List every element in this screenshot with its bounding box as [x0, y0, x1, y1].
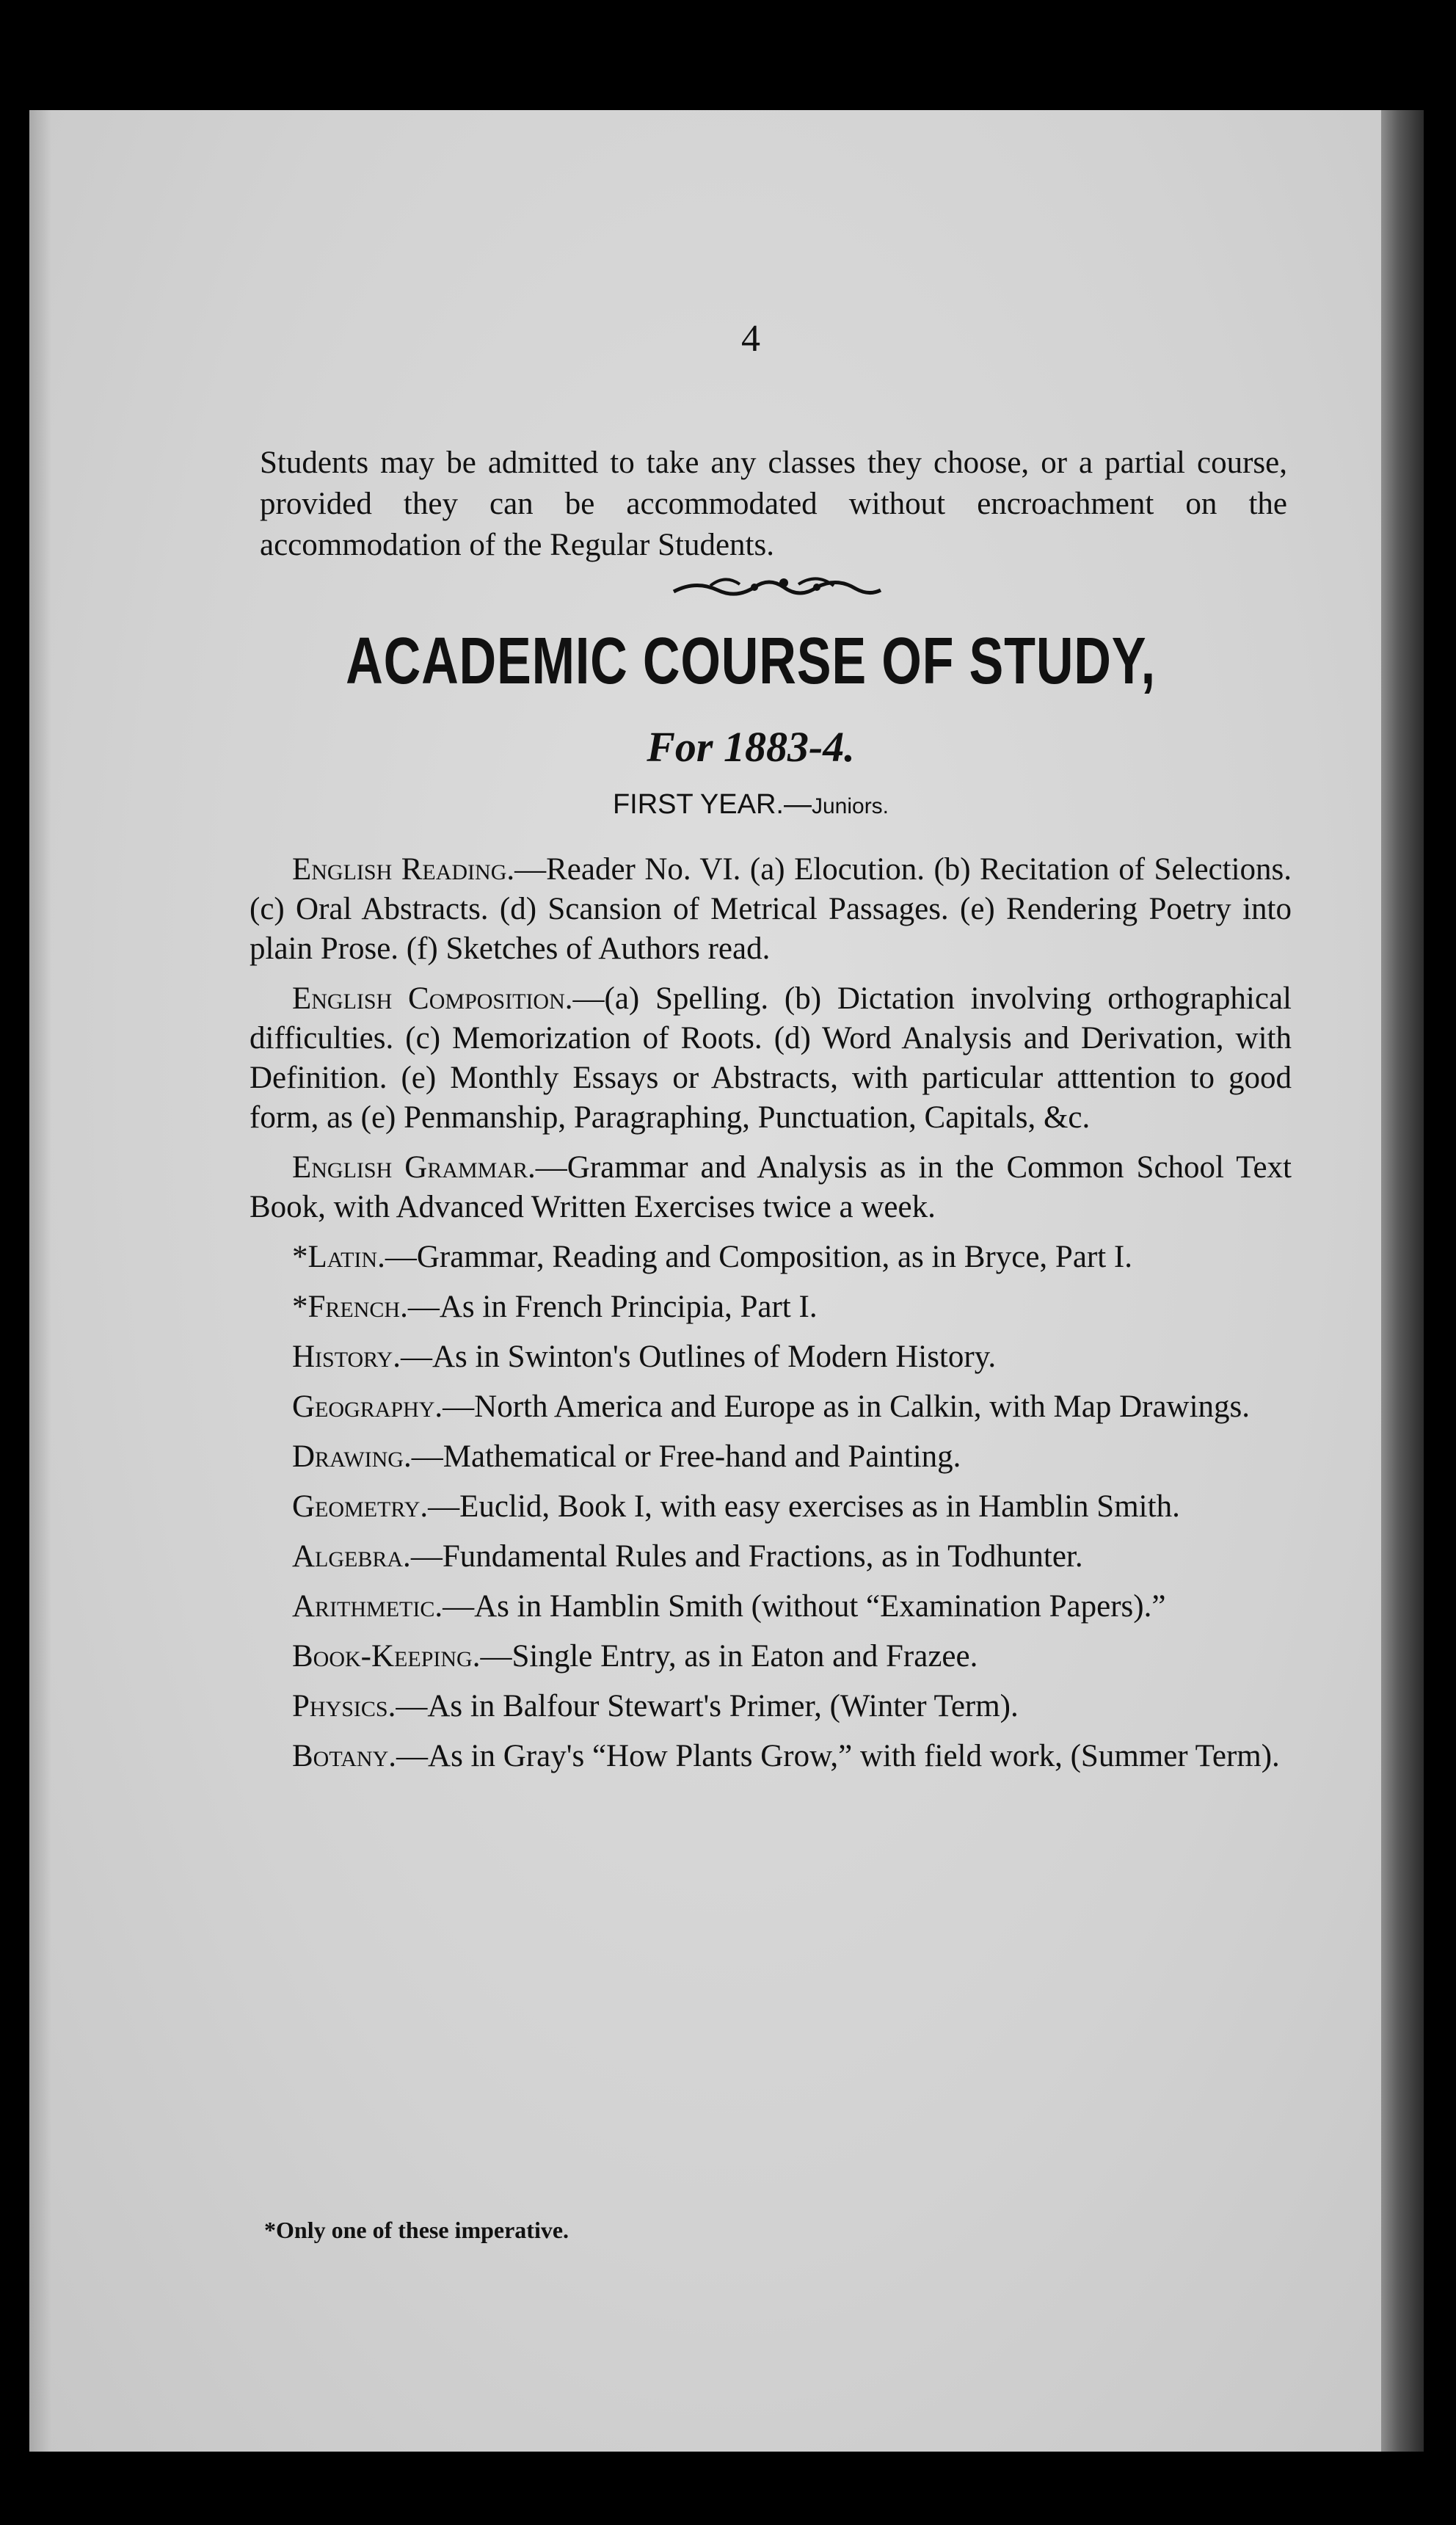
subject-name: English Grammar.	[292, 1150, 536, 1185]
subject-english-grammar	[250, 1148, 1292, 1227]
page-edge-right	[1381, 110, 1424, 2452]
subject-text: —Grammar and Analysis as in the Common School Text Book, with Advanced Written Exercises twice a week.	[250, 1150, 1292, 1224]
subject-text: —Reader No. VI. (a) Elocution. (b) Recitation of Selections. (c) Oral Abstracts. (d) Scansion of Metrical Passages. (e) Rendering Poetry into plain Prose. (f) Sketches of Authors read.	[250, 852, 1292, 966]
subject-name: Book-Keeping.	[292, 1639, 481, 1674]
subject-name: Arithmetic.	[292, 1589, 443, 1624]
page-number: 4	[741, 318, 760, 360]
subject-algebra	[250, 1537, 1292, 1577]
subject-text: —As in Hamblin Smith (without “Examination Papers).”	[443, 1589, 1166, 1624]
subject-list	[250, 850, 1292, 1787]
subject-name: Physics.	[292, 1689, 396, 1723]
subject-text: —Fundamental Rules and Fractions, as in Todhunter.	[410, 1539, 1083, 1574]
subject-name: Geometry.	[292, 1489, 429, 1524]
subject-text: —(a) Spelling. (b) Dictation involving orthographical difficulties. (c) Memorization of Roots. (d) Word Analysis and Derivation, with Definition. (e) Monthly Essays or Abstracts, with particular atttention to good form, as (e) Penmanship, Paragraphing, Punctuation, Capitals, &c.	[250, 981, 1292, 1135]
subject-book-keeping	[250, 1637, 1292, 1676]
subject-arithmetic	[250, 1587, 1292, 1627]
subject-text: —As in French Principia, Part I.	[407, 1290, 818, 1324]
subject-text: —North America and Europe as in Calkin, with Map Drawings.	[443, 1389, 1251, 1424]
subject-name: Algebra.	[292, 1539, 411, 1574]
subject-name: History.	[292, 1340, 401, 1374]
year-heading	[219, 789, 1283, 821]
subject-history	[250, 1337, 1292, 1377]
subject-text: —Single Entry, as in Eaton and Frazee.	[480, 1639, 978, 1674]
course-title: ACADEMIC COURSE OF STUDY,	[346, 625, 1156, 698]
subject-physics	[250, 1687, 1292, 1726]
subject-french	[250, 1287, 1292, 1327]
subject-text: —Mathematical or Free-hand and Painting.	[411, 1439, 961, 1474]
intro-paragraph: Students may be admitted to take any classes they choose, or a partial course, provided they can be accommodated without encroachment on the accommodation of the Regular Students.	[260, 446, 1287, 562]
subject-text: —Grammar, Reading and Composition, as in Bryce, Part I.	[385, 1240, 1132, 1274]
page-shadow-left	[29, 110, 51, 2452]
subject-name: *Latin.	[292, 1240, 385, 1274]
subject-name: English Composition.	[292, 981, 573, 1016]
subject-drawing	[250, 1437, 1292, 1477]
subject-geography	[250, 1387, 1292, 1427]
subject-geometry	[250, 1487, 1292, 1527]
subject-english-composition	[250, 979, 1292, 1138]
course-year: For 1883-4.	[647, 723, 855, 771]
subject-name: Geography.	[292, 1389, 443, 1424]
subject-text: —As in Swinton's Outlines of Modern History.	[400, 1340, 997, 1374]
year-heading-label: FIRST YEAR.—	[612, 789, 812, 820]
subject-text: —As in Gray's “How Plants Grow,” with field work, (Summer Term).	[396, 1739, 1280, 1773]
subject-text: —As in Balfour Stewart's Primer, (Winter Term).	[396, 1689, 1019, 1723]
subject-name: English Reading.	[292, 852, 515, 887]
footnote: *Only one of these imperative.	[264, 2217, 569, 2243]
subject-botany	[250, 1737, 1292, 1776]
paper-sheet	[29, 110, 1424, 2452]
ornament-divider-icon	[666, 565, 887, 609]
subject-english-reading	[250, 850, 1292, 969]
year-heading-suffix: Juniors.	[811, 794, 889, 818]
subject-name: *French.	[292, 1290, 408, 1324]
subject-latin	[250, 1238, 1292, 1277]
subject-name: Botany.	[292, 1739, 397, 1773]
subject-name: Drawing.	[292, 1439, 412, 1474]
subject-text: —Euclid, Book I, with easy exercises as in Hamblin Smith.	[428, 1489, 1180, 1524]
